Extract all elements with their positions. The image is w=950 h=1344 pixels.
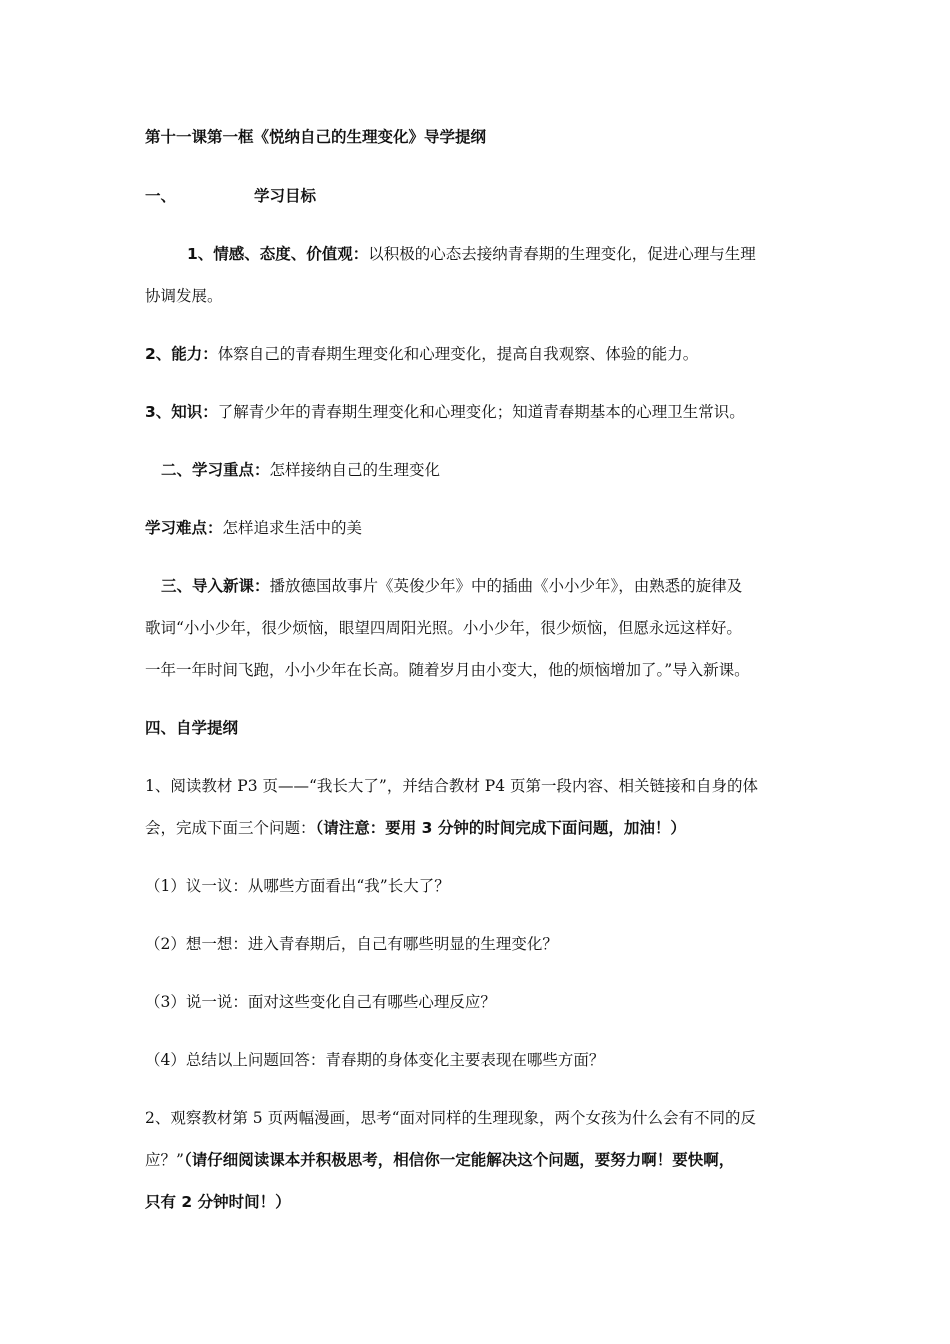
outline-item1-note: （请注意：要用 3 分钟的时间完成下面问题，加油！） [315, 819, 686, 837]
outline-item2-line1: 2、观察教材第 5 页两幅漫画，思考“面对同样的生理现象，两个女孩为什么会有不同的反 [145, 1109, 757, 1127]
outline-item2-line2 [145, 1149, 734, 1171]
outline-item2-note: （请仔细阅读课本并积极思考，相信你一定能解决这个问题，要努力啊！要快啊， [183, 1151, 735, 1169]
key-point-text: 怎样接纳自己的生理变化 [269, 461, 441, 479]
goal-emotion-cont: 协调发展。 [145, 287, 223, 305]
section-goals-heading [145, 185, 316, 207]
goal-knowledge-text: 了解青少年的青春期生理变化和心理变化；知道青春期基本的心理卫生常识。 [217, 403, 745, 421]
document-title: 第十一课第一框《悦纳自己的生理变化》导学提纲 [145, 128, 487, 146]
goal-ability-label: 2、能力： [145, 345, 218, 363]
question-2: （2）想一想：进入青春期后，自己有哪些明显的生理变化？ [145, 935, 558, 953]
goal-emotion-label: 1、情感、态度、价值观： [187, 245, 369, 263]
goal-knowledge [145, 401, 745, 423]
goal-emotion-text: 以积极的心态去接纳青春期的生理变化，促进心理与生理 [368, 245, 756, 263]
question-4: （4）总结以上问题回答：青春期的身体变化主要表现在哪些方面？ [145, 1051, 605, 1069]
outline-item1-text: 会，完成下面三个问题： [145, 819, 316, 837]
intro-paragraph [161, 575, 742, 597]
section-title: 学习目标 [254, 187, 317, 205]
intro-text-2: 歌词“小小少年，很少烦恼，眼望四周阳光照。小小少年，很少烦恼，但愿永远这样好。 [145, 619, 742, 637]
outline-item2-note-cont: 只有 2 分钟时间！） [145, 1193, 291, 1211]
outline-heading: 四、自学提纲 [145, 719, 239, 737]
outline-item1-line1: 1、阅读教材 P3 页——“我长大了”，并结合教材 P4 页第一段内容、相关链接和自身的体 [145, 777, 759, 795]
difficulty-point [145, 517, 362, 539]
goal-ability-text: 体察自己的青春期生理变化和心理变化，提高自我观察、体验的能力。 [217, 345, 699, 363]
difficulty-text: 怎样追求生活中的美 [222, 519, 363, 537]
key-point-label: 二、学习重点： [161, 461, 270, 479]
section-number: 一、 [145, 187, 177, 205]
question-3: （3）说一说：面对这些变化自己有哪些心理反应？ [145, 993, 496, 1011]
goal-ability [145, 343, 698, 365]
intro-text-1: 播放德国故事片《英俊少年》中的插曲《小小少年》，由熟悉的旋律及 [269, 577, 743, 595]
question-1: （1）议一议：从哪些方面看出“我”长大了？ [145, 877, 450, 895]
outline-item2-text: 应？” [145, 1151, 184, 1169]
intro-text-3: 一年一年时间飞跑，小小少年在长高。随着岁月由小变大，他的烦恼增加了。”导入新课。 [145, 661, 750, 679]
outline-item1-line2 [145, 817, 686, 839]
intro-label: 三、导入新课： [161, 577, 270, 595]
difficulty-label: 学习难点： [145, 519, 223, 537]
goal-knowledge-label: 3、知识： [145, 403, 218, 421]
goal-emotion [187, 243, 756, 265]
key-point [161, 459, 440, 481]
